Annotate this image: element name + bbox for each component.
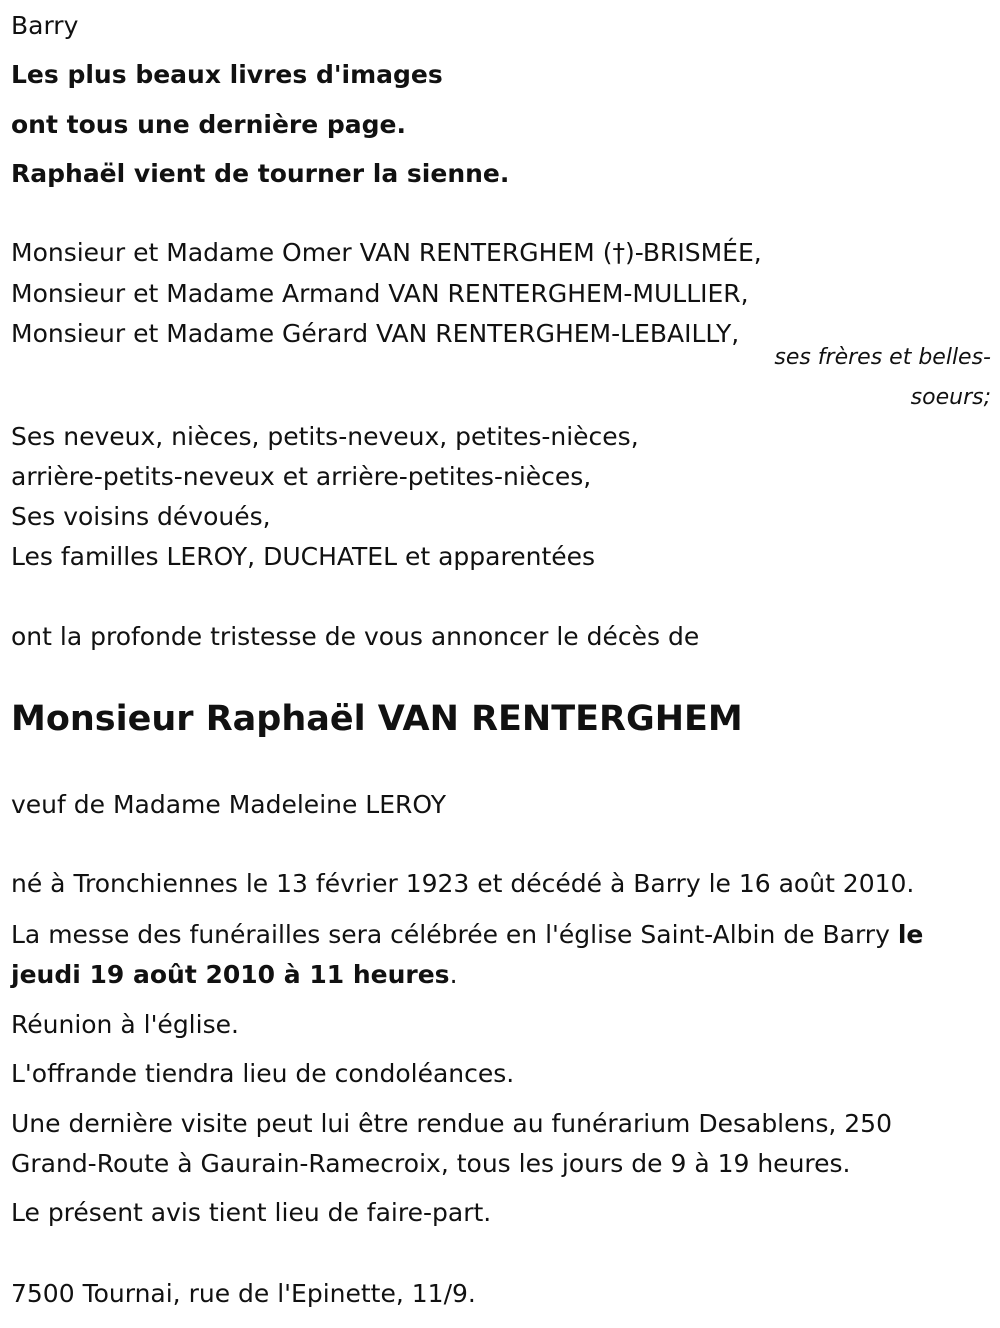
family-line-1: Ses neveux, nièces, petits-neveux, petites-nièces, — [11, 422, 639, 451]
quote-line-3: Raphaël vient de tourner la sienne. — [11, 159, 510, 188]
sibling-line-3: Monsieur et Madame Gérard VAN RENTERGHEM-LEBAILLY, — [11, 319, 740, 348]
quote-line-2: ont tous une dernière page. — [11, 110, 406, 139]
quote-line-1: Les plus beaux livres d'images — [11, 60, 443, 89]
mass-date-start: le — [897, 920, 924, 949]
mass-line-2 — [11, 955, 458, 995]
visit-line-2: Grand-Route à Gaurain-Ramecroix, tous les jours de 9 à 19 heures. — [11, 1149, 851, 1178]
family-line-2: arrière-petits-neveux et arrière-petites-nièces, — [11, 462, 592, 491]
siblings-role-line-2: soeurs; — [910, 385, 991, 410]
sibling-line-1: Monsieur et Madame Omer VAN RENTERGHEM (†)-BRISMÉE, — [11, 238, 762, 267]
mass-date-end: . — [449, 960, 458, 989]
offering-text: L'offrande tiendra lieu de condoléances. — [11, 1059, 515, 1088]
mass-text: La messe des funérailles sera célébrée en l'église Saint-Albin de Barry — [11, 920, 898, 949]
reunion-text: Réunion à l'église. — [11, 1010, 239, 1039]
widower-text: veuf de Madame Madeleine LEROY — [11, 790, 446, 819]
notice-text: Le présent avis tient lieu de faire-part. — [11, 1198, 492, 1227]
deceased-name: Monsieur Raphaël VAN RENTERGHEM — [11, 699, 743, 739]
visit-line-1: Une dernière visite peut lui être rendue au funérarium Desablens, 250 — [11, 1109, 892, 1138]
siblings-role-line-1: ses frères et belles- — [774, 345, 991, 370]
family-line-4: Les familles LEROY, DUCHATEL et apparentées — [11, 542, 596, 571]
location-label: Barry — [11, 11, 79, 40]
address-text: 7500 Tournai, rue de l'Epinette, 11/9. — [11, 1279, 476, 1308]
mass-date: jeudi 19 août 2010 à 11 heures — [11, 960, 450, 989]
family-line-3: Ses voisins dévoués, — [11, 502, 271, 531]
announcement-text: ont la profonde tristesse de vous annoncer le décès de — [11, 622, 700, 651]
mass-line-1 — [11, 915, 991, 955]
sibling-line-2: Monsieur et Madame Armand VAN RENTERGHEM-MULLIER, — [11, 279, 749, 308]
birth-death-text: né à Tronchiennes le 13 février 1923 et décédé à Barry le 16 août 2010. — [11, 869, 915, 898]
